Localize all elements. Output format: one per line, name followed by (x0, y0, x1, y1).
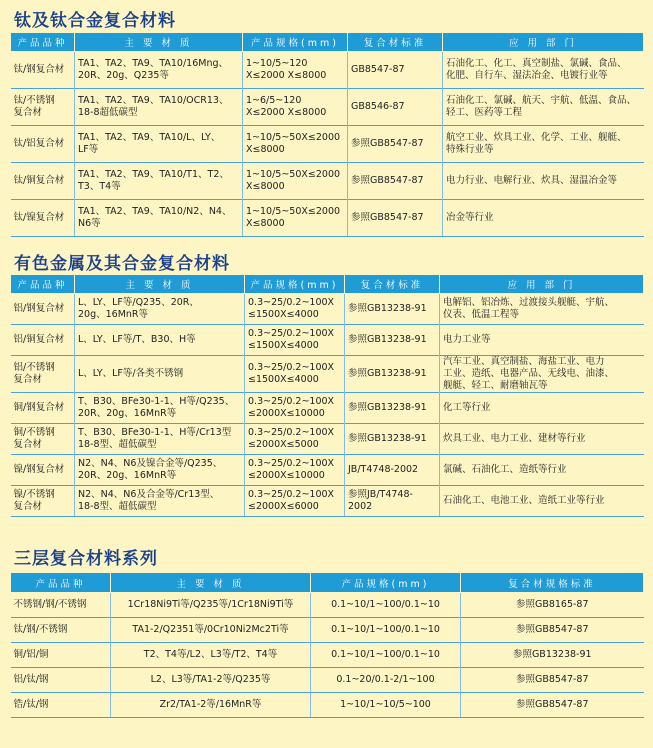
table-cell: 0.1~10/1~100/0.1~10 (311, 593, 461, 618)
table-cell: 0.3~25/0.2~100X ≤1500X≤4000 (245, 356, 345, 393)
section-title-titanium: 钛及钛合金复合材料 (14, 11, 176, 31)
table-cell: 1~10/5~50X≤2000 X≤8000 (243, 126, 348, 163)
table-cell: L、LY、LF等/T、B30、H等 (75, 325, 245, 356)
table-cell: 1~10/5~50X≤2000 X≤8000 (243, 163, 348, 200)
table-cell: 铜/铝/铜 (11, 643, 111, 668)
table-row (11, 618, 644, 643)
column-header: 复合材规格标准 (461, 573, 644, 593)
table-row (11, 668, 644, 693)
table-cell: 参照GB13238-91 (345, 356, 440, 393)
column-header: 产品品种 (11, 275, 75, 294)
column-header: 主 要 材 质 (111, 573, 311, 593)
table-row (11, 163, 644, 200)
table-cell: Zr2/TA1-2等/16MnR等 (111, 693, 311, 718)
column-header: 应 用 部 门 (443, 33, 644, 52)
table-cell: 不锈钢/钢/不锈钢 (11, 593, 111, 618)
table-cell: 1~6/5~120 X≤2000 X≤8000 (243, 89, 348, 126)
table-row (11, 424, 644, 455)
table-cell: 铝/钢复合材 (11, 294, 75, 325)
table-cell: 0.3~25/0.2~100X ≤2000X≤10000 (245, 455, 345, 486)
column-header: 产品品种 (11, 573, 111, 593)
column-header: 复合材标准 (348, 33, 443, 52)
table-row (11, 643, 644, 668)
column-header: 应 用 部 门 (440, 275, 644, 294)
table-row (11, 693, 644, 718)
table-cell: 1~10/1~10/5~100 (311, 693, 461, 718)
table-cell: L、LY、LF等/各类不锈钢 (75, 356, 245, 393)
table-cell: 参照GB8547-87 (348, 163, 443, 200)
table-cell: 氯碱、石油化工、造纸等行业 (440, 455, 644, 486)
table-cell: TA1、TA2、TA9、TA10/N2、N4、 N6等 (75, 200, 243, 237)
table-cell: 参照GB8547-87 (461, 668, 644, 693)
table-cell: 0.3~25/0.2~100X ≤2000X≤10000 (245, 393, 345, 424)
table-cell: 1Cr18Ni9Ti等/Q235等/1Cr18Ni9Ti等 (111, 593, 311, 618)
column-header: 产品品种 (11, 33, 75, 52)
table-header-row (11, 275, 644, 294)
table-cell: 钛/铝复合材 (11, 126, 75, 163)
table-cell: TA1、TA2、TA9、TA10/OCR13、 18-8超低碳型 (75, 89, 243, 126)
table-cell: 电力工业等 (440, 325, 644, 356)
nonferrous-composite-table (10, 274, 644, 517)
column-header: 产品规格(mm) (311, 573, 461, 593)
section-title-three-layer: 三层复合材料系列 (14, 549, 158, 569)
table-row (11, 486, 644, 517)
table-cell: 钛/不锈钢 复合材 (11, 89, 75, 126)
table-header-row (11, 573, 644, 593)
table-cell: 铜/钢复合材 (11, 393, 75, 424)
table-cell: 参照GB8165-87 (461, 593, 644, 618)
table-cell: 镍/钢复合材 (11, 455, 75, 486)
table-cell: 参照GB13238-91 (461, 643, 644, 668)
table-cell: 钛/镍复合材 (11, 200, 75, 237)
table-row (11, 325, 644, 356)
table-cell: TA1-2/Q2351等/0Cr10Ni2Mc2Ti等 (111, 618, 311, 643)
table-cell: T2、T4等/L2、L3等/T2、T4等 (111, 643, 311, 668)
table-cell: 铝/不锈钢 复合材 (11, 356, 75, 393)
table-cell: 化工等行业 (440, 393, 644, 424)
table-header-row (11, 33, 644, 52)
table-row (11, 52, 644, 89)
table-cell: JB/T4748-2002 (345, 455, 440, 486)
column-header: 复合材标准 (345, 275, 440, 294)
table-cell: 0.1~10/1~100/0.1~10 (311, 618, 461, 643)
table-cell: 0.1~20/0.1-2/1~100 (311, 668, 461, 693)
table-cell: 参照GB8547-87 (461, 618, 644, 643)
table-cell: N2、N4、N6及镍合金等/Q235、 20R、20g、16MnR等 (75, 455, 245, 486)
table-cell: 钛/钢复合材 (11, 52, 75, 89)
table-row (11, 455, 644, 486)
table-cell: 0.3~25/0.2~100X ≤1500X≤4000 (245, 325, 345, 356)
table-row (11, 200, 644, 237)
table-cell: TA1、TA2、TA9、TA10/T1、T2、 T3、T4等 (75, 163, 243, 200)
table-cell: TA1、TA2、TA9、TA10/L、LY、 LF等 (75, 126, 243, 163)
section-title-nonferrous: 有色金属及其合金复合材料 (14, 254, 230, 274)
three-layer-composite-table (10, 572, 644, 718)
table-cell: 石油化工、氯碱、航天、宇航、低温、食品、 轻工、医药等工程 (443, 89, 644, 126)
table-cell: L、LY、LF等/Q235、20R、 20g、16MnR等 (75, 294, 245, 325)
table-cell: 电解铝、铝冶炼、过渡接头舰艇、宇航、 仪表、低温工程等 (440, 294, 644, 325)
titanium-composite-table (10, 32, 644, 237)
table-row (11, 89, 644, 126)
column-header: 产品规格(mm) (245, 275, 345, 294)
table-cell: 参照GB13238-91 (345, 325, 440, 356)
table-cell: N2、N4、N6及合金等/Cr13型、 18-8型、超低碳型 (75, 486, 245, 517)
table-cell: GB8547-87 (348, 52, 443, 89)
table-cell: T、B30、BFe30-1-1、H等/Cr13型 18-8型、超低碳型 (75, 424, 245, 455)
table-cell: 参照GB8547-87 (348, 126, 443, 163)
table-cell: 铝/铜复合材 (11, 325, 75, 356)
column-header: 主 要 材 质 (75, 275, 245, 294)
column-header: 产品规格(mm) (243, 33, 348, 52)
table-cell: 汽车工业、真空制盐、海盐工业、电力 工业、造纸、电器产品、无线电、油漆、 舰艇、轻工、耐磨轴瓦等 (440, 356, 644, 393)
table-cell: 参照GB8547-87 (461, 693, 644, 718)
table-row (11, 294, 644, 325)
table-cell: 石油化工、化工、真空制盐、氯碱、食品、 化肥、自行车、湿法冶金、电镀行业等 (443, 52, 644, 89)
table-cell: 石油化工、电池工业、造纸工业等行业 (440, 486, 644, 517)
column-header: 主 要 材 质 (75, 33, 243, 52)
table-cell: 0.3~25/0.2~100X ≤2000X≤6000 (245, 486, 345, 517)
table-cell: 0.3~25/0.2~100X ≤2000X≤5000 (245, 424, 345, 455)
table-row (11, 393, 644, 424)
table-cell: L2、L3等/TA1-2等/Q235等 (111, 668, 311, 693)
table-cell: 铝/钛/钢 (11, 668, 111, 693)
table-cell: T、B30、BFe30-1-1、H等/Q235、 20R、20g、16MnR等 (75, 393, 245, 424)
table-cell: 钛/钢/不锈钢 (11, 618, 111, 643)
table-cell: 参照GB8547-87 (348, 200, 443, 237)
table-cell: 参照GB13238-91 (345, 294, 440, 325)
table-row (11, 356, 644, 393)
table-cell: 1~10/5~50X≤2000 X≤8000 (243, 200, 348, 237)
table-cell: 0.1~10/1~100/0.1~10 (311, 643, 461, 668)
table-cell: 炊具工业、电力工业、建材等行业 (440, 424, 644, 455)
table-cell: TA1、TA2、TA9、TA10/16Mng、 20R、20g、Q235等 (75, 52, 243, 89)
table-cell: 参照JB/T4748-2002 (345, 486, 440, 517)
table-cell: 铜/不锈钢 复合材 (11, 424, 75, 455)
table-cell: 锆/钛/钢 (11, 693, 111, 718)
table-cell: 镍/不锈钢 复合材 (11, 486, 75, 517)
table-cell: 0.3~25/0.2~100X ≤1500X≤4000 (245, 294, 345, 325)
table-cell: GB8546-87 (348, 89, 443, 126)
table-cell: 冶金等行业 (443, 200, 644, 237)
table-cell: 航空工业、炊具工业、化学、工业、舰艇、 特殊行业等 (443, 126, 644, 163)
table-cell: 参照GB13238-91 (345, 424, 440, 455)
table-cell: 参照GB13238-91 (345, 393, 440, 424)
table-cell: 1~10/5~120 X≤2000 X≤8000 (243, 52, 348, 89)
table-cell: 电力行业、电解行业、炊具、湿温冶金等 (443, 163, 644, 200)
table-cell: 钛/铜复合材 (11, 163, 75, 200)
table-row (11, 126, 644, 163)
table-row (11, 593, 644, 618)
